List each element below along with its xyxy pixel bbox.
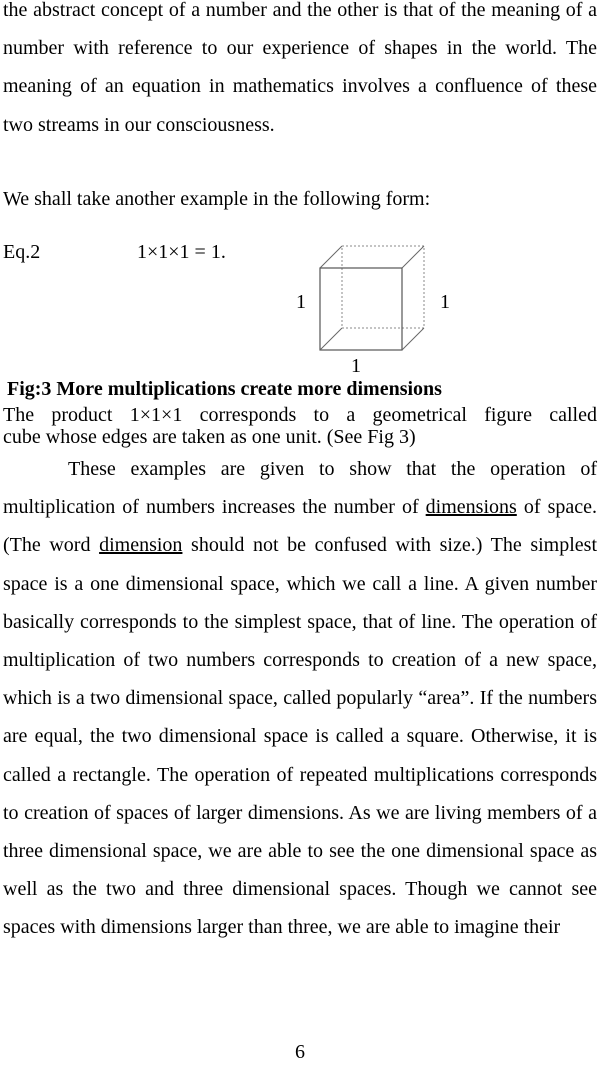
cube-figure	[290, 236, 470, 376]
underlined-term-dimension: dimension	[99, 534, 183, 557]
cube-label-bottom: 1	[351, 355, 361, 376]
equation-label: Eq.2	[3, 241, 41, 263]
page-number: 6	[295, 1041, 305, 1063]
paragraph-4-text-1: These examples are given to show that the operation of multiplication of numbers increases the number of	[3, 458, 597, 519]
figure-caption: Fig:3 More multiplications create more dimensions	[7, 378, 442, 400]
cube-label-right: 1	[440, 291, 450, 313]
equation-expression: 1×1×1 = 1.	[137, 241, 226, 263]
paragraph-2: We shall take another example in the following form:	[3, 188, 431, 210]
paragraph-4-text-2: of space. (The word	[3, 496, 597, 557]
cube-edges	[320, 246, 424, 350]
paragraph-3-line-2: cube whose edges are taken as one unit. (See Fig 3)	[3, 426, 416, 448]
paragraph-4	[3, 450, 597, 947]
paragraph-1: the abstract concept of a number and the other is that of the meaning of a number with reference to our experience of shapes in the world. The meaning of an equation in mathematics involves a confluence of these two streams in our consciousness.	[3, 0, 597, 136]
paragraph-3-line-1: The product 1×1×1 corresponds to a geometrical figure called	[3, 404, 597, 426]
underlined-term-dimensions: dimensions	[425, 496, 517, 519]
paragraph-4-text-3: should not be confused with size.) The simplest space is a one dimensional space, which we call a line. A given number basically corresponds to the simplest space, that of line. The operation of multiplication of two numbers corresponds to creation of a new space, which is a two dimensional space, called popularly “area”. If the numbers are equal, the two dimensional space is called a square. Otherwise, it is called a rectangle. The operation of repeated multiplications corresponds to creation of spaces of larger dimensions. As we are living members of a three dimensional space, we are able to see the one dimensional space as well as the two and three dimensional spaces. Though we cannot see spaces with dimensions larger than three, we are able to imagine their	[3, 534, 598, 939]
cube-label-left: 1	[296, 291, 306, 313]
